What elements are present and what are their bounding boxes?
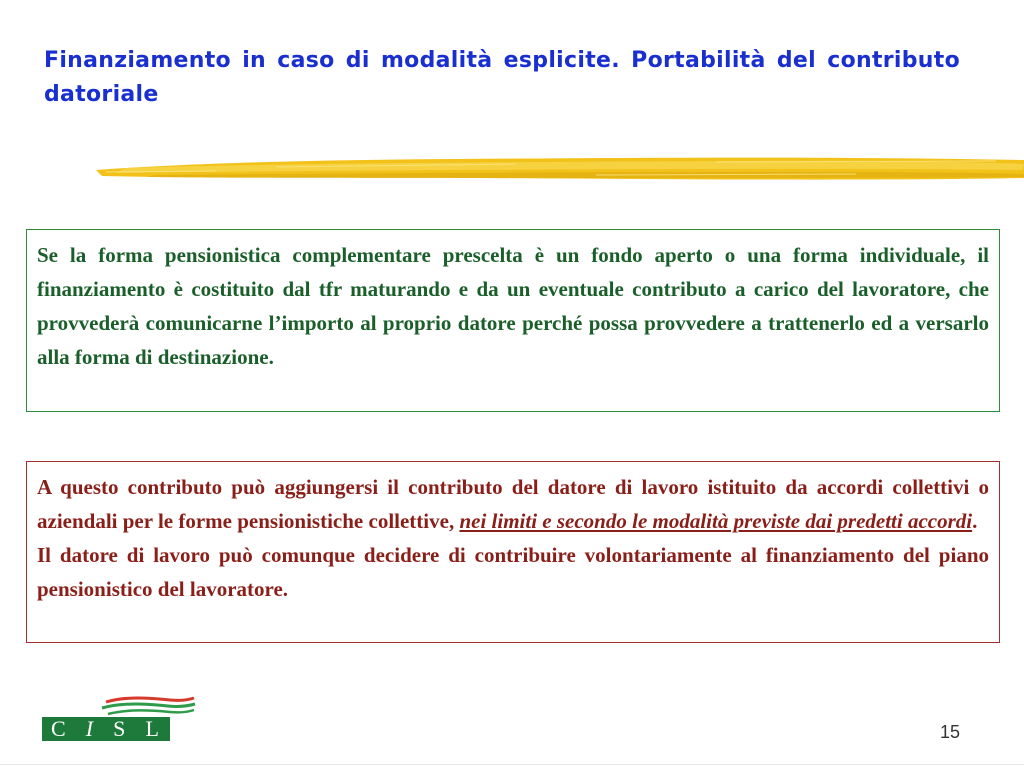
- footer-divider: [0, 764, 1024, 765]
- logo-letter-s: S: [113, 716, 128, 741]
- box1-text: Se la forma pensionistica complementare prescelta è un fondo aperto o una forma individuale, il finanziamento è costituito dal tfr maturando e da un eventuale contributo a carico del lavoratore, che provvederà comunicarne l’importo al proprio datore perché possa provvedere a trattenerlo ed a versarlo alla forma di destinazione.: [37, 243, 989, 369]
- logo-letters-bar: [42, 717, 170, 741]
- box2-para1-end: .: [972, 509, 978, 533]
- logo-wave-icon: [98, 694, 198, 716]
- info-box-fondo-aperto: [26, 229, 1000, 412]
- box2-para1-emphasis: nei limiti e secondo le modalità previste dai predetti accordi: [459, 509, 973, 533]
- logo-letter-c: C: [51, 716, 68, 741]
- box2-paragraph-2: Il datore di lavoro può comunque decidere di contribuire volontariamente al finanziamento del piano pensionistico del lavoratore.: [37, 543, 989, 601]
- info-box-contributo-datore: [26, 461, 1000, 643]
- box2-paragraph-1: [37, 470, 989, 538]
- page-number: 15: [939, 722, 961, 742]
- logo-letter-i: I: [85, 716, 96, 741]
- cisl-logo: [42, 694, 172, 746]
- yellow-brush-stroke: [96, 148, 1024, 188]
- box2-para1-text: A questo contributo può aggiungersi il contributo del datore di lavoro istituito da accordi collettivi o aziendali per le forme pensionistiche collettive,: [37, 475, 989, 533]
- logo-letter-l: L: [145, 716, 161, 741]
- slide-title: Finanziamento in caso di modalità esplicite. Portabilità del contributo datoriale: [44, 48, 960, 107]
